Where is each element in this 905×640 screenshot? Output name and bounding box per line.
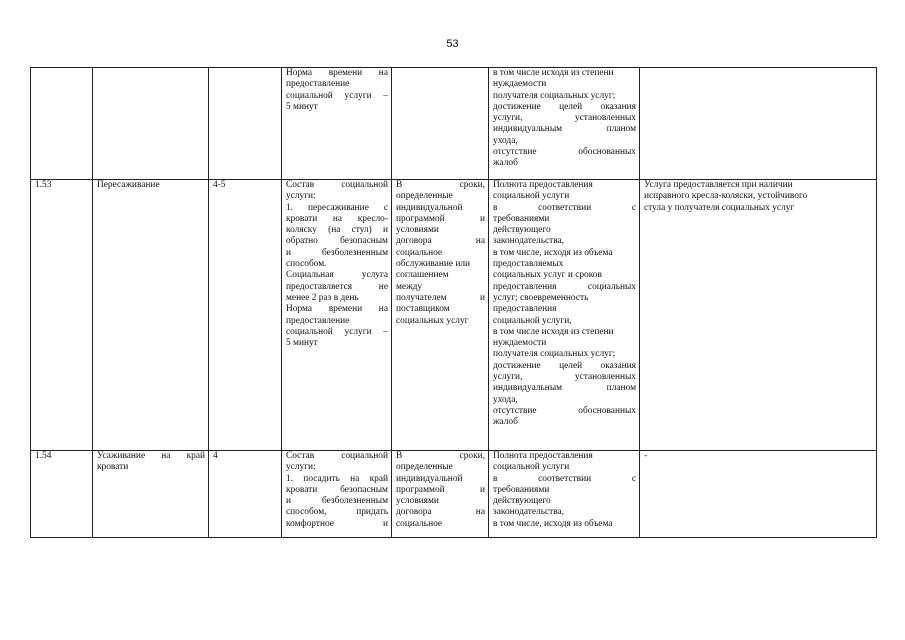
- table-row: [31, 68, 877, 180]
- cell-content-line: обратно безопасным: [286, 236, 388, 247]
- cell-timing-line: получателем и: [396, 292, 485, 303]
- cell-timing-line: соглашением: [396, 270, 449, 281]
- cell-quality-line: получателя социальных услуг;: [493, 349, 616, 360]
- cell-timing-line: В сроки,: [396, 451, 485, 461]
- cell-quality-line: социальной услуги: [493, 191, 570, 202]
- cell-timing: [392, 180, 489, 451]
- cell-timing-line: условиями: [396, 225, 439, 236]
- cell-timing-line: В сроки,: [396, 180, 485, 190]
- cell-conditions: [640, 68, 877, 180]
- cell-content-line: Состав социальной: [286, 180, 388, 190]
- cell-quality-line: индивидуальным планом: [493, 383, 636, 394]
- cell-quality-line: нуждаемости: [493, 79, 547, 90]
- cell-content-line: предоставление: [286, 79, 350, 90]
- cell-quality-line: услуги, установленных: [493, 113, 636, 124]
- cell-content: [282, 68, 392, 180]
- cell-timing-line: определенные: [396, 462, 453, 473]
- cell-quality-line: получателя социальных услуг;: [493, 90, 616, 101]
- cell-timing-line: социальных услуг: [396, 315, 469, 326]
- cell-timing: [392, 68, 489, 180]
- table-row: [31, 451, 877, 538]
- cell-quality-line: отсутствие обоснованных: [493, 147, 636, 158]
- cell-content-line: социальной услуги –: [286, 326, 388, 337]
- cell-timing-line: обслуживание или: [396, 259, 471, 270]
- cell-conditions-line: исправного кресла-коляски, устойчивого: [644, 191, 808, 202]
- cell-quality-line: ухода,: [493, 135, 518, 146]
- cell-quality-line: индивидуальным планом: [493, 124, 636, 135]
- cell-service-name-line: Усаживание на край: [97, 451, 205, 461]
- cell-content-line: кровати на кресло-: [286, 213, 388, 224]
- cell-quality-line: Полнота предоставления: [493, 451, 593, 461]
- cell-number-text: 1.53: [35, 180, 52, 190]
- cell-content-line: Состав социальной: [286, 451, 388, 461]
- cell-content-line: 5 минут: [286, 101, 318, 112]
- cell-content-line: 1. посадить на край: [286, 473, 388, 484]
- cell-timing-line: поставщиком: [396, 304, 450, 315]
- cell-timing-line: социальное: [396, 518, 443, 529]
- cell-number: [31, 68, 93, 180]
- cell-term-text: 4-5: [213, 180, 226, 190]
- cell-content-line: коляску (на стул) и: [286, 225, 388, 236]
- cell-quality-line: требованиями: [493, 484, 550, 495]
- cell-content-line: комфортное и: [286, 518, 388, 529]
- cell-content-line: предоставление: [286, 315, 350, 326]
- cell-quality-line: в том числе исходя из степени: [493, 68, 614, 78]
- cell-quality-line: в том числе исходя из степени: [493, 326, 614, 337]
- cell-content-line: способом.: [286, 259, 327, 270]
- cell-timing-line: программой и: [396, 213, 485, 224]
- cell-service-name-line: Пересаживание: [97, 180, 160, 190]
- cell-service-name: [93, 68, 209, 180]
- services-table: [30, 67, 877, 538]
- cell-content-line: и безболезненным: [286, 496, 388, 507]
- cell-quality-line: предоставления социальных: [493, 281, 636, 292]
- cell-conditions-line: Услуга предоставляется при наличии: [644, 180, 793, 190]
- cell-service-name: [93, 451, 209, 538]
- page-number: 53: [446, 38, 459, 50]
- cell-content: [282, 180, 392, 451]
- cell-content-line: Норма времени на: [286, 68, 388, 78]
- cell-quality-line: ухода,: [493, 394, 518, 405]
- cell-term: [209, 180, 282, 451]
- cell-timing-line: определенные: [396, 191, 453, 202]
- cell-content-line: услуги:: [286, 191, 316, 202]
- cell-content-line: Социальная услуга: [286, 270, 388, 281]
- cell-quality-line: жалоб: [493, 158, 518, 169]
- cell-quality-line: услуги, установленных: [493, 372, 636, 383]
- cell-conditions-line: стула у получателя социальных услуг: [644, 202, 795, 213]
- cell-term-text: 4: [213, 451, 218, 461]
- cell-quality-line: в том числе, исходя из объема: [493, 247, 613, 258]
- cell-conditions: [640, 180, 877, 451]
- cell-number: [31, 180, 93, 451]
- cell-quality: [489, 451, 640, 538]
- cell-number: [31, 451, 93, 538]
- cell-quality-line: достижение целей оказания: [493, 360, 636, 371]
- cell-content-line: 1. пересаживание с: [286, 202, 388, 213]
- cell-content-line: менее 2 раз в день: [286, 292, 359, 303]
- cell-quality-line: отсутствие обоснованных: [493, 405, 636, 416]
- cell-quality-line: действующего: [493, 496, 551, 507]
- cell-quality-line: жалоб: [493, 417, 518, 428]
- cell-content-line: 5 минут: [286, 338, 318, 349]
- cell-timing-line: индивидуальной: [396, 202, 463, 213]
- cell-timing-line: программой и: [396, 484, 485, 495]
- cell-service-name: [93, 180, 209, 451]
- cell-quality-line: предоставления: [493, 304, 557, 315]
- cell-quality-line: действующего: [493, 225, 551, 236]
- cell-conditions-line: -: [644, 451, 648, 461]
- cell-content-line: услуги:: [286, 462, 316, 473]
- cell-quality-line: в соответствии с: [493, 202, 636, 213]
- cell-quality: [489, 68, 640, 180]
- cell-quality-line: законодательства,: [493, 236, 565, 247]
- cell-timing-line: договора на: [396, 236, 485, 247]
- cell-timing: [392, 451, 489, 538]
- cell-content-line: и безболезненным: [286, 247, 388, 258]
- cell-content-line: социальной услуги –: [286, 90, 388, 101]
- cell-conditions: [640, 451, 877, 538]
- cell-number-text: 1.54: [35, 451, 52, 461]
- cell-quality-line: достижение целей оказания: [493, 101, 636, 112]
- cell-quality-line: нуждаемости: [493, 338, 547, 349]
- cell-quality-line: в соответствии с: [493, 473, 636, 484]
- cell-timing-line: между: [396, 281, 423, 292]
- cell-quality-line: социальной услуги: [493, 462, 570, 473]
- cell-content-line: предоставляется не: [286, 281, 388, 292]
- cell-term: [209, 451, 282, 538]
- cell-timing-line: индивидуальной: [396, 473, 463, 484]
- cell-content-line: Норма времени на: [286, 304, 388, 315]
- cell-quality-line: предоставляемых: [493, 259, 564, 270]
- cell-quality-line: в том числе, исходя из объема: [493, 518, 613, 529]
- cell-term: [209, 68, 282, 180]
- cell-timing-line: социальное: [396, 247, 443, 258]
- cell-quality-line: законодательства,: [493, 507, 565, 518]
- cell-content-line: кровати безопасным: [286, 484, 388, 495]
- cell-quality-line: услуг; своевременность: [493, 292, 589, 303]
- cell-timing-line: договора на: [396, 507, 485, 518]
- cell-quality: [489, 180, 640, 451]
- cell-content-line: способом, придать: [286, 507, 388, 518]
- cell-quality-line: социальных услуг и сроков: [493, 270, 602, 281]
- table-row: [31, 180, 877, 451]
- cell-content: [282, 451, 392, 538]
- cell-quality-line: социальной услуги,: [493, 315, 572, 326]
- cell-quality-line: Полнота предоставления: [493, 180, 593, 190]
- cell-timing-line: условиями: [396, 496, 439, 507]
- cell-service-name-line: кровати: [97, 462, 129, 473]
- cell-quality-line: требованиями: [493, 213, 550, 224]
